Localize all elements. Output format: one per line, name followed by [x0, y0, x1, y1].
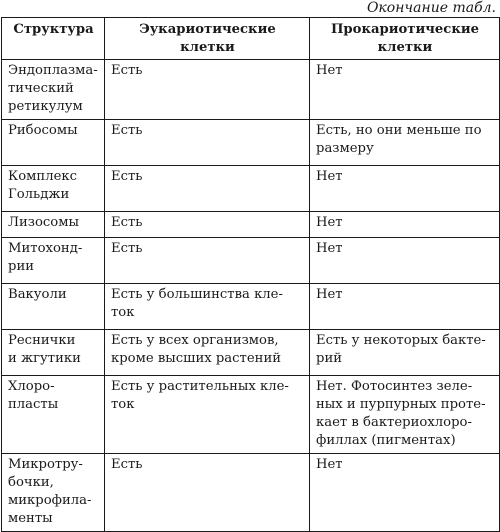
cell-structure: [2, 284, 105, 330]
cell-eukaryotic: [105, 284, 310, 330]
cell-line: ретикулум: [8, 99, 83, 114]
cell-prokaryotic: [310, 376, 500, 454]
cell-line: Рибосомы: [8, 123, 78, 138]
comparison-table: [1, 17, 500, 532]
cell-structure: [2, 166, 105, 212]
header-structure: Структура: [2, 18, 105, 60]
cell-line: Есть у большинства кле-: [111, 287, 283, 302]
cell-line: Есть: [111, 241, 143, 256]
cell-structure: [2, 238, 105, 284]
cell-eukaryotic: [105, 238, 310, 284]
cell-structure: [2, 120, 105, 166]
cell-structure: [2, 60, 105, 120]
cell-line: Нет: [316, 457, 343, 472]
cell-line: Есть: [111, 63, 143, 78]
cell-line: Есть: [111, 457, 143, 472]
cell-prokaryotic: [310, 284, 500, 330]
cell-line: Есть: [111, 123, 143, 138]
table-row: [2, 376, 500, 454]
table-row: [2, 60, 500, 120]
cell-eukaryotic: [105, 120, 310, 166]
cell-line: Нет: [316, 287, 343, 302]
cell-prokaryotic: [310, 120, 500, 166]
table-caption: Окончание табл.: [366, 0, 496, 16]
cell-line: пласты: [8, 397, 59, 412]
table-row: [2, 166, 500, 212]
cell-line: Микротру-: [8, 457, 83, 472]
cell-line: ток: [111, 397, 135, 412]
cell-line: филлах (пигментах): [316, 433, 456, 448]
cell-eukaryotic: [105, 330, 310, 376]
cell-structure: [2, 212, 105, 238]
table-row: [2, 284, 500, 330]
cell-line: Нет. Фотосинтез зеле-: [316, 379, 473, 394]
cell-structure: [2, 454, 105, 532]
table-row: [2, 238, 500, 284]
cell-line: Гольджи: [8, 187, 70, 202]
cell-line: Нет: [316, 241, 343, 256]
cell-line: и жгутики: [8, 351, 81, 366]
table-row: [2, 212, 500, 238]
cell-line: Есть у всех организмов,: [111, 333, 279, 348]
cell-line: рий: [316, 351, 343, 366]
cell-line: Есть, но они меньше по: [316, 123, 482, 138]
cell-prokaryotic: [310, 212, 500, 238]
cell-line: Хлоро-: [8, 379, 55, 394]
cell-structure: [2, 330, 105, 376]
cell-prokaryotic: [310, 60, 500, 120]
cell-eukaryotic: [105, 454, 310, 532]
cell-line: Реснички: [8, 333, 76, 348]
table-row: [2, 454, 500, 532]
cell-line: Вакуоли: [8, 287, 67, 302]
cell-line: ток: [111, 305, 135, 320]
header-prokaryotic: Прокариотические клетки: [310, 18, 500, 60]
table-row: [2, 330, 500, 376]
cell-line: Лизосомы: [8, 215, 80, 230]
cell-line: Нет: [316, 169, 343, 184]
cell-prokaryotic: [310, 454, 500, 532]
cell-line: Комплекс: [8, 169, 78, 184]
cell-line: Есть у некоторых бакте-: [316, 333, 486, 348]
cell-prokaryotic: [310, 330, 500, 376]
cell-line: ных и пурпурных проте-: [316, 397, 486, 412]
cell-line: рии: [8, 259, 35, 274]
cell-line: Эндоплазма-: [8, 63, 98, 78]
cell-line: менты: [8, 511, 53, 526]
table-row: [2, 120, 500, 166]
cell-eukaryotic: [105, 60, 310, 120]
cell-prokaryotic: [310, 166, 500, 212]
cell-eukaryotic: [105, 376, 310, 454]
cell-line: кроме высших растений: [111, 351, 282, 366]
cell-structure: [2, 376, 105, 454]
header-eukaryotic: Эукариотические клетки: [105, 18, 310, 60]
cell-line: микрофила-: [8, 493, 92, 508]
cell-line: Нет: [316, 215, 343, 230]
header-row: [2, 18, 500, 60]
cell-line: размеру: [316, 141, 374, 156]
cell-line: Митохонд-: [8, 241, 83, 256]
cell-line: кает в бактериохлоро-: [316, 415, 472, 430]
cell-line: Нет: [316, 63, 343, 78]
cell-line: Есть: [111, 169, 143, 184]
cell-line: тический: [8, 81, 74, 96]
cell-prokaryotic: [310, 238, 500, 284]
cell-line: Есть у растительных кле-: [111, 379, 289, 394]
cell-line: Есть: [111, 215, 143, 230]
cell-line: бочки,: [8, 475, 54, 490]
cell-eukaryotic: [105, 166, 310, 212]
cell-eukaryotic: [105, 212, 310, 238]
